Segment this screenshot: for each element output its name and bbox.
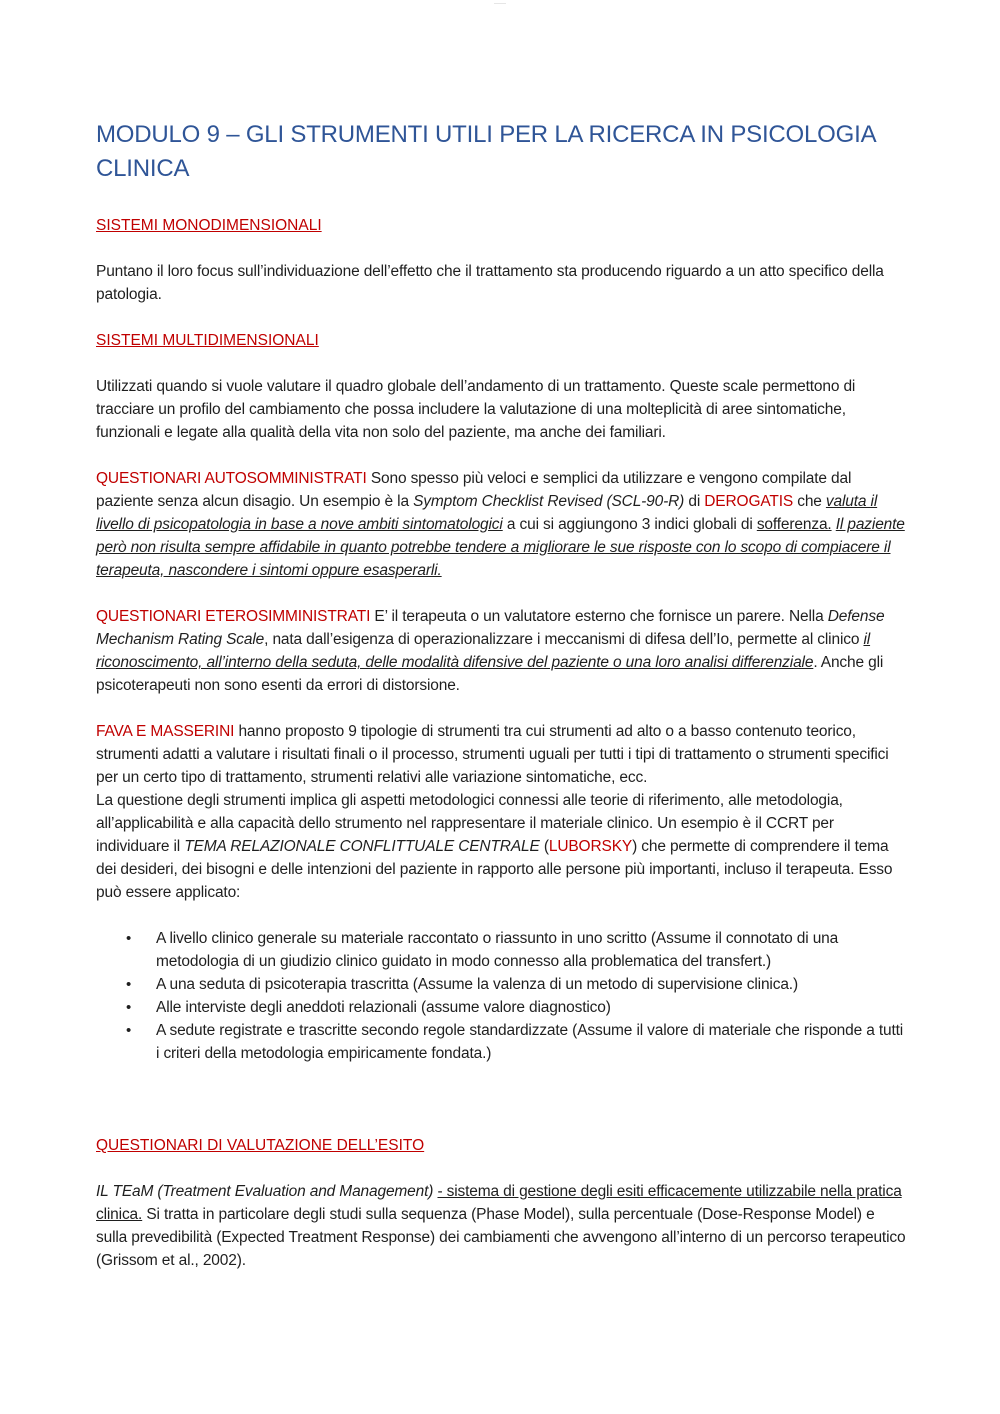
paragraph-fava <box>96 720 908 789</box>
paragraph-multi: Utilizzati quando si vuole valutare il quadro globale dell’andamento di un trattamento. Queste scale permettono di tracciare un profilo del cambiamento che possa includere la valutazione di una molteplicità di aree sintomatiche, funzionali e legate alla qualità della vita non solo del paziente, ma anche dei familiari. <box>96 378 856 441</box>
author-luborsky: LUBORSKY <box>548 838 633 855</box>
bullet-list <box>96 927 908 1065</box>
text: Si tratta in particolare degli studi sulla sequenza (Phase Model), sulla percentuale (Dose-Response Model) e sulla prevedibilità (Expected Treatment Response) dei cambiamenti che avvengono all’interno di un percorso terapeutico (Grissom et al., 2002). <box>96 1206 906 1269</box>
header-mark: ——— <box>494 0 506 5</box>
paragraph-autosomministrati <box>96 467 908 582</box>
underlined-text: valuta il livello di psicopatologia in base a nove ambiti sintomatologici <box>96 493 878 533</box>
text: ) che permette di comprendere il tema dei desideri, dei bisogni e delle intenzioni del paziente in rapporto alle persone più importanti, incluso il terapeuta. Esso può essere applicato: <box>96 838 893 901</box>
text: . Anche gli psicoterapeuti non sono esenti da errori di distorsione. <box>96 654 884 694</box>
label-autosomministrati: QUESTIONARI AUTOSOMMINISTRATI <box>96 470 367 487</box>
list-item: • A sedute registrate e trascritte secondo regole standardizzate (Assume il valore di materiale che risponde a tutti i criteri della metodologia empiricamente fondata.) <box>156 1019 908 1065</box>
paragraph-esito <box>96 1180 908 1272</box>
underlined-text: Il paziente però non risulta sempre affidabile in quanto potrebbe tendere a migliorare le sue risposte con lo scopo di compiacere il terapeuta, nascondere i sintomi oppure esasperarli. <box>96 516 905 579</box>
text: a cui si aggiungono 3 indici globali di <box>502 516 757 533</box>
ccrt-name: TEMA RELAZIONALE CONFLITTUALE CENTRALE <box>184 838 540 855</box>
text: , nata dall’esigenza di operazionalizzare i meccanismi di difesa dell’Io, permette al clinico <box>264 631 864 648</box>
label-eterosomministrati: QUESTIONARI ETEROSIMMINISTRATI <box>96 608 371 625</box>
section-heading-esito: QUESTIONARI DI VALUTAZIONE DELL’ESITO <box>96 1137 425 1154</box>
list-item: • A livello clinico generale su materiale raccontato o riassunto in uno scritto (Assume il connotato di una metodologia di un giudizio clinico guidato in modo connesso alla problematica del transfert.) <box>156 927 908 973</box>
document-page <box>96 118 908 1295</box>
scale-name: Defense Mechanism Rating Scale <box>96 608 885 648</box>
text: La questione degli strumenti implica gli aspetti metodologici connessi alle teorie di riferimento, alle metodologia, all’applicabilità e alla capacità dello strumento nel rappresentare il materiale clinico. Un esempio è il CCRT per individuare il <box>96 792 843 855</box>
text: E’ il terapeuta o un valutatore esterno che fornisce un parere. Nella <box>370 608 828 625</box>
section-heading-multi: SISTEMI MULTIDIMENSIONALI <box>96 332 319 349</box>
paragraph-ccrt <box>96 789 908 904</box>
team-name: IL TEaM (Treatment Evaluation and Management) <box>96 1183 434 1200</box>
text: Sono spesso più veloci e semplici da utilizzare e vengono compilate dal paziente senza alcun disagio. Un esempio è la <box>96 470 852 510</box>
underlined-text: il riconoscimento, all’interno della seduta, delle modalità difensive del paziente o una loro analisi differenziale <box>96 631 871 671</box>
text: di <box>684 493 705 510</box>
list-item: • A una seduta di psicoterapia trascritta (Assume la valenza di un metodo di supervisione clinica.) <box>156 973 908 996</box>
section-heading-mono: SISTEMI MONODIMENSIONALI <box>96 217 322 234</box>
author-derogatis: DEROGATIS <box>704 493 794 510</box>
text: hanno proposto 9 tipologie di strumenti tra cui strumenti ad alto o a basso contenuto teorico, strumenti adatti a valutare i risultati finali o il processo, strumenti uguali per tutti i tipi di trattamento o strumenti specifici per un certo tipo di trattamento, strumenti relativi alle variazione sintomatiche, ecc. <box>96 723 889 786</box>
scale-name: Symptom Checklist Revised (SCL-90-R) <box>413 493 685 510</box>
text: che <box>793 493 826 510</box>
text: ( <box>539 838 549 855</box>
underlined-text: sofferenza. <box>756 516 832 533</box>
label-fava-masserini: FAVA E MASSERINI <box>96 723 235 740</box>
list-item: • Alle interviste degli aneddoti relazionali (assume valore diagnostico) <box>156 996 908 1019</box>
page-title: MODULO 9 – GLI STRUMENTI UTILI PER LA RICERCA IN PSICOLOGIA CLINICA <box>96 121 876 182</box>
paragraph-mono: Puntano il loro focus sull’individuazione dell’effetto che il trattamento sta producendo riguardo a un atto specifico della patologia. <box>96 263 884 303</box>
paragraph-eterosomministrati <box>96 605 908 697</box>
underlined-text: - sistema di gestione degli esiti efficacemente utilizzabile nella pratica clinica. <box>96 1183 902 1223</box>
